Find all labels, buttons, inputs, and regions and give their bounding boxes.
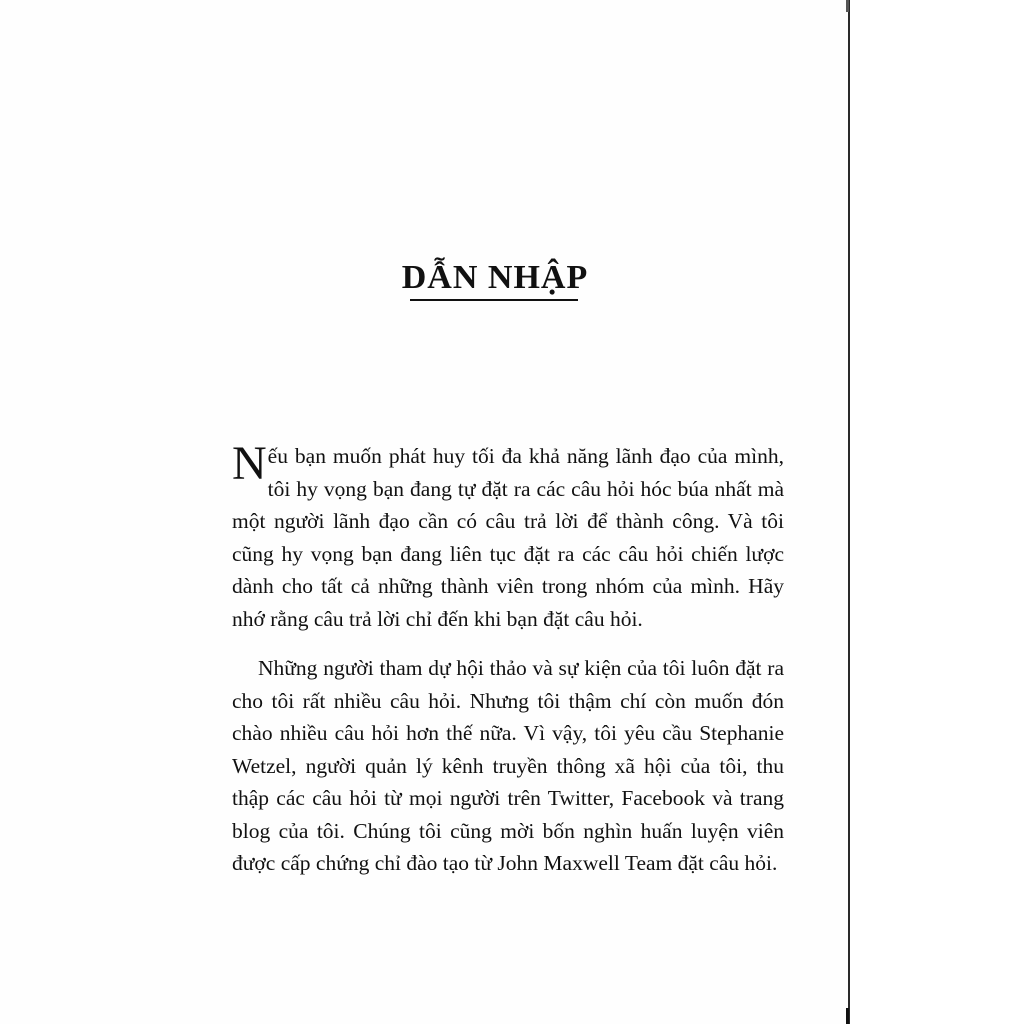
page-edge-mark-top [846, 0, 849, 12]
paragraph-1-text: ếu bạn muốn phát huy tối đa khả năng lãnh đạo của mình, tôi hy vọng bạn đang tự đặt ra các câu hỏi hóc búa nhất mà một người lãnh đạo cần có câu trả lời để thành công. Và tôi cũng hy vọng bạn đang liên tục đặt ra các câu hỏi chiến lược dành cho tất cả những thành viên trong nhóm của mình. Hãy nhớ rằng câu trả lời chỉ đến khi bạn đặt câu hỏi. [232, 444, 784, 631]
drop-cap: N [232, 437, 267, 490]
page-edge [848, 0, 850, 1024]
paragraph-1 [232, 437, 784, 635]
body-text [232, 437, 784, 880]
paragraph-2: Những người tham dự hội thảo và sự kiện của tôi luôn đặt ra cho tôi rất nhiều câu hỏi. Nhưng tôi thậm chí còn muốn đón chào nhiều câu hỏi hơn thế nữa. Vì vậy, tôi yêu cầu Stephanie Wetzel, người quản lý kênh truyền thông xã hội của tôi, thu thập các câu hỏi từ mọi người trên Twitter, Facebook và trang blog của tôi. Chúng tôi cũng mời bốn nghìn huấn luyện viên được cấp chứng chỉ đào tạo từ John Maxwell Team đặt câu hỏi. [232, 656, 784, 875]
chapter-heading: DẪN NHẬP [401, 259, 589, 296]
heading-underline [410, 299, 578, 301]
page-edge-mark-bottom [846, 1008, 849, 1024]
